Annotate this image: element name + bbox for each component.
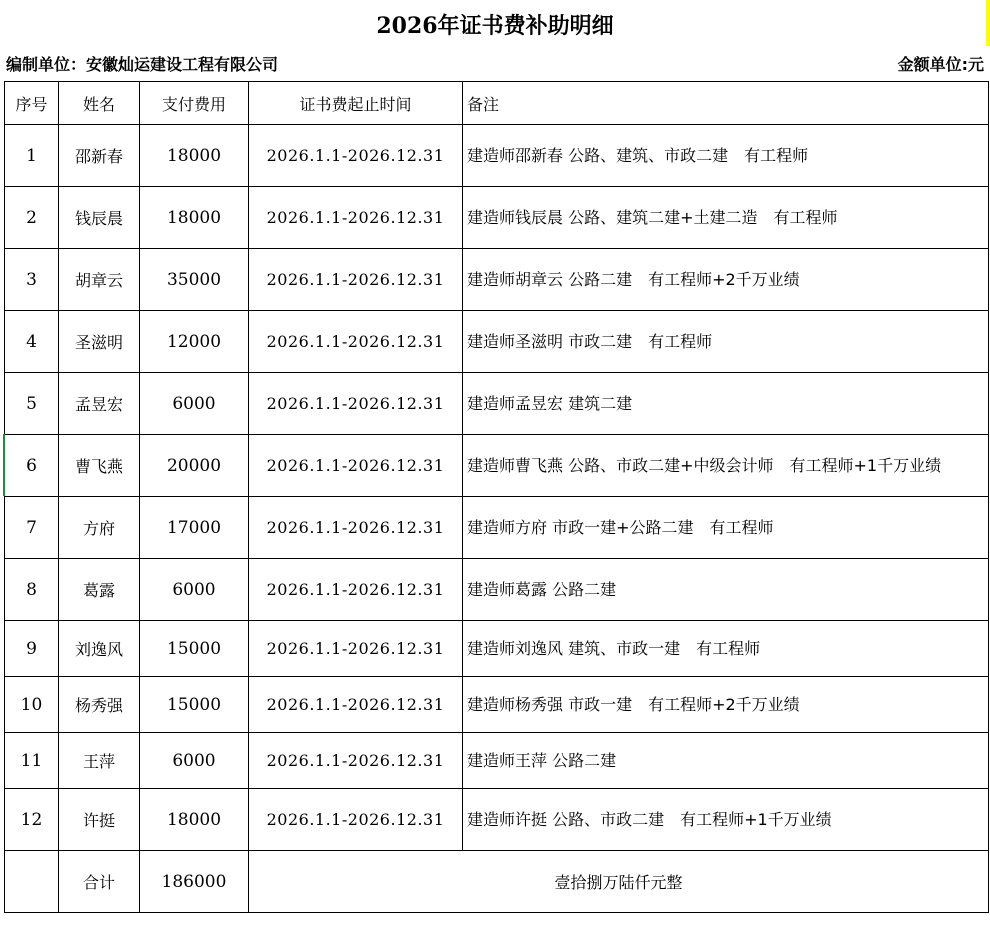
table-row (5, 249, 989, 311)
row-no-cell[interactable]: 10 (5, 677, 59, 733)
table-row (5, 187, 989, 249)
row-no-cell[interactable]: 6 (5, 435, 59, 497)
table-row (5, 311, 989, 373)
row-name-cell[interactable]: 孟昱宏 (59, 373, 140, 435)
issuing-unit-label[interactable]: 编制单位：安徽灿运建设工程有限公司 (6, 55, 279, 74)
row-fee-cell[interactable]: 20000 (140, 435, 249, 497)
table-row (5, 677, 989, 733)
total-fee-cell[interactable]: 186000 (140, 851, 249, 913)
header-cell-fee[interactable]: 支付费用 (140, 82, 249, 125)
table-row (5, 621, 989, 677)
total-blank-cell[interactable] (5, 851, 59, 913)
row-fee-cell[interactable]: 17000 (140, 497, 249, 559)
header-cell-no[interactable]: 序号 (5, 82, 59, 125)
amount-unit-label[interactable]: 金额单位:元 (897, 55, 984, 74)
row-note-cell[interactable]: 建造师刘逸风 建筑、市政一建 有工程师 (463, 621, 989, 677)
table-row (5, 373, 989, 435)
row-fee-cell[interactable]: 15000 (140, 621, 249, 677)
row-name-cell[interactable]: 刘逸风 (59, 621, 140, 677)
selected-cell-indicator (3, 434, 5, 496)
row-no-cell[interactable]: 1 (5, 125, 59, 187)
table-row (5, 435, 989, 497)
header-cell-name[interactable]: 姓名 (59, 82, 140, 125)
row-name-cell[interactable]: 方府 (59, 497, 140, 559)
row-name-cell[interactable]: 圣滋明 (59, 311, 140, 373)
row-fee-cell[interactable]: 6000 (140, 733, 249, 789)
row-no-cell[interactable]: 5 (5, 373, 59, 435)
table-header-row (5, 82, 989, 125)
row-note-cell[interactable]: 建造师葛露 公路二建 (463, 559, 989, 621)
row-note-cell[interactable]: 建造师曹飞燕 公路、市政二建+中级会计师 有工程师+1千万业绩 (463, 435, 989, 497)
table-total-row (5, 851, 989, 913)
row-period-cell[interactable]: 2026.1.1-2026.12.31 (249, 677, 463, 733)
table-row (5, 497, 989, 559)
table-row (5, 789, 989, 851)
fee-subsidy-table (4, 81, 989, 913)
row-fee-cell[interactable]: 35000 (140, 249, 249, 311)
row-no-cell[interactable]: 11 (5, 733, 59, 789)
row-period-cell[interactable]: 2026.1.1-2026.12.31 (249, 789, 463, 851)
total-in-words-cell[interactable]: 壹拾捌万陆仟元整 (249, 851, 989, 913)
row-fee-cell[interactable]: 12000 (140, 311, 249, 373)
row-fee-cell[interactable]: 18000 (140, 125, 249, 187)
row-fee-cell[interactable]: 6000 (140, 559, 249, 621)
row-fee-cell[interactable]: 18000 (140, 789, 249, 851)
row-name-cell[interactable]: 邵新春 (59, 125, 140, 187)
row-note-cell[interactable]: 建造师王萍 公路二建 (463, 733, 989, 789)
row-fee-cell[interactable]: 6000 (140, 373, 249, 435)
row-note-cell[interactable]: 建造师邵新春 公路、建筑、市政二建 有工程师 (463, 125, 989, 187)
row-name-cell[interactable]: 葛露 (59, 559, 140, 621)
row-no-cell[interactable]: 7 (5, 497, 59, 559)
row-note-cell[interactable]: 建造师方府 市政一建+公路二建 有工程师 (463, 497, 989, 559)
row-period-cell[interactable]: 2026.1.1-2026.12.31 (249, 497, 463, 559)
header-cell-note[interactable]: 备注 (463, 82, 989, 125)
row-no-cell[interactable]: 12 (5, 789, 59, 851)
row-note-cell[interactable]: 建造师钱辰晨 公路、建筑二建+土建二造 有工程师 (463, 187, 989, 249)
row-period-cell[interactable]: 2026.1.1-2026.12.31 (249, 373, 463, 435)
table-row (5, 125, 989, 187)
row-name-cell[interactable]: 胡章云 (59, 249, 140, 311)
row-no-cell[interactable]: 8 (5, 559, 59, 621)
header-cell-period[interactable]: 证书费起止时间 (249, 82, 463, 125)
row-no-cell[interactable]: 4 (5, 311, 59, 373)
row-fee-cell[interactable]: 18000 (140, 187, 249, 249)
row-period-cell[interactable]: 2026.1.1-2026.12.31 (249, 187, 463, 249)
row-name-cell[interactable]: 钱辰晨 (59, 187, 140, 249)
row-period-cell[interactable]: 2026.1.1-2026.12.31 (249, 621, 463, 677)
row-period-cell[interactable]: 2026.1.1-2026.12.31 (249, 435, 463, 497)
total-label-cell[interactable]: 合计 (59, 851, 140, 913)
table-row (5, 559, 989, 621)
row-period-cell[interactable]: 2026.1.1-2026.12.31 (249, 249, 463, 311)
row-fee-cell[interactable]: 15000 (140, 677, 249, 733)
row-name-cell[interactable]: 杨秀强 (59, 677, 140, 733)
row-no-cell[interactable]: 2 (5, 187, 59, 249)
row-note-cell[interactable]: 建造师圣滋明 市政二建 有工程师 (463, 311, 989, 373)
row-name-cell[interactable]: 许挺 (59, 789, 140, 851)
row-period-cell[interactable]: 2026.1.1-2026.12.31 (249, 311, 463, 373)
table-row (5, 733, 989, 789)
row-name-cell[interactable]: 王萍 (59, 733, 140, 789)
row-no-cell[interactable]: 9 (5, 621, 59, 677)
row-note-cell[interactable]: 建造师杨秀强 市政一建 有工程师+2千万业绩 (463, 677, 989, 733)
row-name-cell[interactable]: 曹飞燕 (59, 435, 140, 497)
row-no-cell[interactable]: 3 (5, 249, 59, 311)
row-note-cell[interactable]: 建造师孟昱宏 建筑二建 (463, 373, 989, 435)
row-period-cell[interactable]: 2026.1.1-2026.12.31 (249, 125, 463, 187)
row-period-cell[interactable]: 2026.1.1-2026.12.31 (249, 559, 463, 621)
document-title[interactable]: 2026年证书费补助明细 (376, 13, 614, 39)
row-period-cell[interactable]: 2026.1.1-2026.12.31 (249, 733, 463, 789)
row-note-cell[interactable]: 建造师许挺 公路、市政二建 有工程师+1千万业绩 (463, 789, 989, 851)
row-note-cell[interactable]: 建造师胡章云 公路二建 有工程师+2千万业绩 (463, 249, 989, 311)
